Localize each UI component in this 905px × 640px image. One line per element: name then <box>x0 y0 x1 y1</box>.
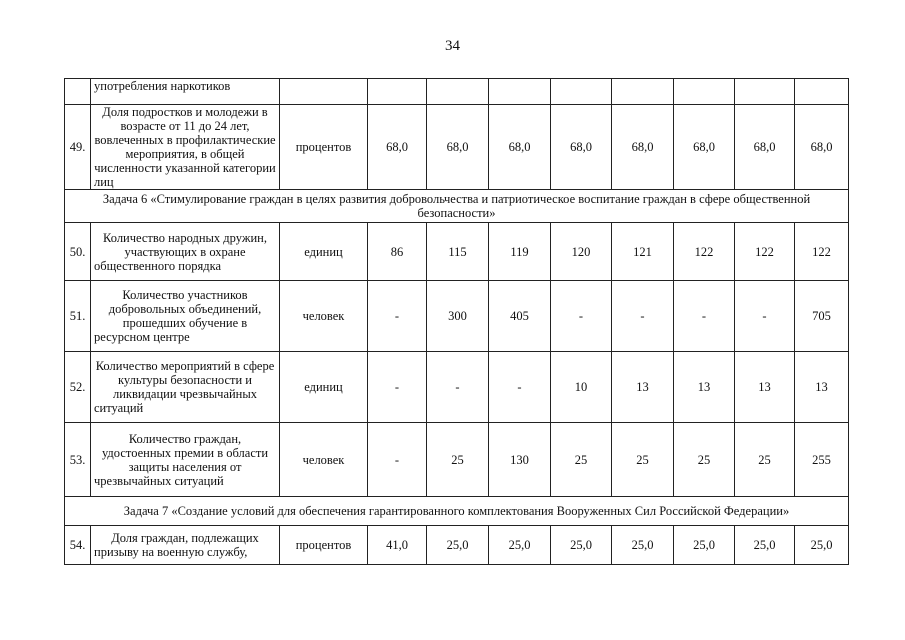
value-cell: 25,0 <box>551 526 612 565</box>
value-cell: 705 <box>795 281 849 352</box>
unit-cell: единиц <box>280 223 368 281</box>
value-cell <box>368 79 427 105</box>
indicator-name: употребления наркотиков <box>91 79 280 105</box>
value-cell: 25 <box>674 423 735 497</box>
value-cell: 300 <box>427 281 489 352</box>
unit-cell: человек <box>280 423 368 497</box>
value-cell: 68,0 <box>612 105 674 190</box>
value-cell: 68,0 <box>368 105 427 190</box>
value-cell: 255 <box>795 423 849 497</box>
indicator-row <box>65 223 849 281</box>
value-cell: 68,0 <box>427 105 489 190</box>
value-cell: 130 <box>489 423 551 497</box>
value-cell: 25,0 <box>612 526 674 565</box>
value-cell <box>551 79 612 105</box>
indicator-name: Количество народных дружин, участвующих в охране общественного порядка <box>91 223 280 281</box>
value-cell <box>795 79 849 105</box>
unit-cell: человек <box>280 281 368 352</box>
indicators-table <box>64 78 849 565</box>
row-number <box>65 79 91 105</box>
indicators-table-body <box>65 79 849 565</box>
value-cell: 13 <box>735 352 795 423</box>
value-cell: 122 <box>795 223 849 281</box>
task-title: Задача 7 «Создание условий для обеспечения гарантированного комплектования Вооруженных Сил Российской Федерации» <box>65 497 849 526</box>
value-cell: 13 <box>612 352 674 423</box>
indicator-row <box>65 526 849 565</box>
unit-cell: процентов <box>280 105 368 190</box>
value-cell: 25,0 <box>795 526 849 565</box>
value-cell: 25,0 <box>427 526 489 565</box>
value-cell: 121 <box>612 223 674 281</box>
value-cell: 25,0 <box>489 526 551 565</box>
value-cell: 68,0 <box>735 105 795 190</box>
row-number: 50. <box>65 223 91 281</box>
value-cell: - <box>368 281 427 352</box>
value-cell <box>674 79 735 105</box>
value-cell: - <box>368 352 427 423</box>
value-cell: 68,0 <box>795 105 849 190</box>
page-number: 34 <box>445 38 460 54</box>
indicator-name: Количество участников добровольных объединений, прошедших обучение в ресурсном центре <box>91 281 280 352</box>
row-number: 53. <box>65 423 91 497</box>
value-cell: 13 <box>674 352 735 423</box>
value-cell: 10 <box>551 352 612 423</box>
value-cell: 25 <box>612 423 674 497</box>
unit-cell: процентов <box>280 526 368 565</box>
indicator-row <box>65 105 849 190</box>
task-row <box>65 190 849 223</box>
row-number: 52. <box>65 352 91 423</box>
value-cell: 41,0 <box>368 526 427 565</box>
value-cell: 25 <box>551 423 612 497</box>
value-cell: 13 <box>795 352 849 423</box>
value-cell <box>489 79 551 105</box>
value-cell: 25 <box>735 423 795 497</box>
task-row <box>65 497 849 526</box>
value-cell: 120 <box>551 223 612 281</box>
value-cell: - <box>489 352 551 423</box>
value-cell: 119 <box>489 223 551 281</box>
value-cell: 25,0 <box>735 526 795 565</box>
value-cell: - <box>551 281 612 352</box>
value-cell: - <box>735 281 795 352</box>
value-cell: 25 <box>427 423 489 497</box>
value-cell: - <box>427 352 489 423</box>
value-cell: 86 <box>368 223 427 281</box>
value-cell: 405 <box>489 281 551 352</box>
indicator-name: Доля подростков и молодежи в возрасте от 11 до 24 лет, вовлеченных в профилактические мероприятия, в общей численности указанной категории лиц <box>91 105 280 190</box>
indicator-row <box>65 352 849 423</box>
value-cell: 25,0 <box>674 526 735 565</box>
indicator-row <box>65 79 849 105</box>
value-cell: - <box>674 281 735 352</box>
value-cell: 122 <box>735 223 795 281</box>
row-number: 54. <box>65 526 91 565</box>
indicator-name: Количество мероприятий в сфере культуры безопасности и ликвидации чрезвычайных ситуаций <box>91 352 280 423</box>
indicator-name: Количество граждан, удостоенных премии в области защиты населения от чрезвычайных ситуаций <box>91 423 280 497</box>
indicator-row <box>65 423 849 497</box>
unit-cell: единиц <box>280 352 368 423</box>
value-cell: 68,0 <box>551 105 612 190</box>
value-cell: 122 <box>674 223 735 281</box>
indicator-row <box>65 281 849 352</box>
value-cell: - <box>368 423 427 497</box>
task-title: Задача 6 «Стимулирование граждан в целях развития добровольчества и патриотическое воспитание граждан в сфере общественной безопасности» <box>65 190 849 223</box>
value-cell: 68,0 <box>674 105 735 190</box>
value-cell: - <box>612 281 674 352</box>
indicator-name: Доля граждан, подлежащих призыву на военную службу, <box>91 526 280 565</box>
unit-cell <box>280 79 368 105</box>
row-number: 51. <box>65 281 91 352</box>
row-number: 49. <box>65 105 91 190</box>
value-cell <box>612 79 674 105</box>
value-cell: 68,0 <box>489 105 551 190</box>
value-cell <box>427 79 489 105</box>
value-cell: 115 <box>427 223 489 281</box>
value-cell <box>735 79 795 105</box>
